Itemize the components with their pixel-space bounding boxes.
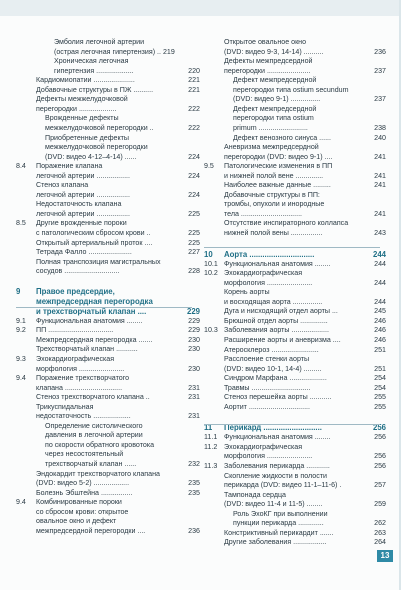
toc-entry — [204, 48, 390, 58]
toc-entry-number: 11 — [204, 423, 213, 433]
toc-entry-title: Функциональная анатомия ........ — [224, 259, 331, 268]
toc-entry-title: Добавочные структуры в ПП: — [224, 190, 320, 199]
toc-entry — [16, 153, 198, 163]
toc-entry — [204, 336, 390, 346]
toc-entry-page: 229 — [188, 316, 200, 325]
toc-entry-title: перикарда (DVD: видео 11-1–11-6) . — [224, 481, 342, 490]
toc-entry-title: морфология ....................... — [224, 278, 313, 287]
toc-entry-title: Тетрада Фалло ...................... — [36, 248, 132, 257]
toc-entry-title: Отсутствие инспираторного коллапса — [224, 219, 349, 228]
toc-entry-page: 256 — [374, 433, 386, 442]
toc-entry — [16, 114, 198, 124]
toc-entry-page: 221 — [188, 76, 200, 85]
toc-entry-page: 222 — [188, 104, 200, 113]
toc-entry-title: Синдром Марфана ................... — [224, 374, 327, 383]
toc-entry-title: Стеноз перешейка аорты ........... — [224, 393, 332, 402]
toc-entry-page: 259 — [374, 500, 386, 509]
toc-entry-number: 11.3 — [204, 462, 218, 470]
toc-entry — [16, 412, 198, 422]
toc-entry-page: 225 — [188, 238, 200, 247]
toc-entry-page: 220 — [188, 66, 200, 75]
toc-entry — [204, 269, 390, 279]
toc-entry — [204, 210, 390, 220]
toc-entry-title: Эхокардиографическая — [224, 442, 303, 451]
toc-entry — [204, 143, 390, 153]
toc-entry — [204, 298, 390, 308]
toc-entry-page: 241 — [374, 209, 386, 218]
toc-entry — [16, 431, 198, 441]
toc-entry-page: 257 — [374, 481, 386, 490]
toc-entry-title: (DVD: видео 9-3, 14-14) .......... — [224, 47, 324, 56]
toc-entry-page: 241 — [374, 181, 386, 190]
toc-entry-page: 235 — [188, 488, 200, 497]
toc-entry-number: 9.4 — [16, 498, 26, 507]
toc-entry-title: (DVD: видео 10-1, 14-4) ......... — [224, 364, 322, 373]
toc-entry — [204, 326, 390, 336]
toc-entry — [204, 279, 390, 289]
toc-entry-title: (DVD: видео 11-4 и 11-5) ........ — [224, 500, 323, 509]
toc-entry-page: 254 — [374, 374, 386, 383]
toc-entry-title: (DVD: видео 9-1) ............... — [233, 95, 321, 104]
toc-entry-page: 255 — [374, 402, 386, 411]
toc-entry-title: тромбы, опухоли и инородные — [224, 200, 325, 209]
toc-entry-number: 8.5 — [16, 219, 26, 228]
toc-entry-title: ПП ................................. — [36, 326, 114, 335]
toc-entry-title: Наиболее важные данные ......... — [224, 181, 331, 190]
toc-entry — [16, 210, 198, 220]
toc-entry-title: Приобретенные дефекты — [45, 133, 130, 142]
toc-entry-title: межжелудочковой перегородки .. — [45, 123, 154, 132]
toc-entry — [204, 191, 390, 201]
toc-entry-page: 236 — [374, 47, 386, 56]
toc-entry-page: 229 — [188, 326, 200, 335]
toc-entry — [16, 38, 198, 48]
toc-entry — [204, 172, 390, 182]
toc-entry-title: Констриктивный перикардит ....... — [224, 528, 334, 537]
toc-entry-title: и нижней полой вене .............. — [224, 171, 324, 180]
toc-entry — [204, 95, 390, 105]
toc-entry — [204, 67, 390, 77]
toc-entry-title: Роль ЭхоКГ при выполнении — [233, 509, 328, 518]
toc-entry — [204, 134, 390, 144]
toc-entry — [204, 288, 390, 298]
toc-entry — [16, 403, 198, 413]
toc-entry-title: перегородки (DVD: видео 9-1) .... — [224, 152, 333, 161]
toc-entry — [204, 481, 390, 491]
toc-entry-title: Открытый артериальный проток .... — [36, 238, 153, 247]
toc-entry-title: Заболевания перикарда ............ — [224, 462, 330, 470]
toc-entry — [204, 229, 390, 239]
toc-entry-title: межпредсердной перегородки .... — [36, 526, 146, 535]
toc-entry-page: 225 — [188, 209, 200, 218]
toc-entry-page: 224 — [188, 152, 200, 161]
toc-entry-page: 251 — [374, 364, 386, 373]
toc-entry-title: Открытое овальное окно — [224, 38, 307, 46]
toc-entry — [204, 153, 390, 163]
toc-entry — [204, 462, 390, 472]
toc-entry-page: 236 — [188, 526, 200, 535]
toc-entry-title: Патологические изменения в ПП — [224, 162, 333, 171]
toc-entry-title: Поражение клапана — [36, 162, 103, 171]
toc-entry-title: Атеросклероз ........................ — [224, 345, 319, 354]
toc-entry-number: 9 — [16, 286, 21, 296]
page-number: 13 — [377, 550, 393, 562]
toc-entry-title: тела ............................... — [224, 209, 303, 218]
toc-entry-title: овальное окно и дефект — [36, 517, 117, 526]
toc-entry-title: перегородки ...................... — [224, 66, 311, 75]
toc-entry-number: 11.2 — [204, 442, 218, 451]
toc-entry-page: 231 — [188, 393, 200, 402]
toc-entry-title: Дефекты межпредсердной — [224, 57, 313, 66]
toc-entry-title: Травмы .............................. — [224, 383, 311, 392]
toc-entry-page: 251 — [374, 345, 386, 354]
toc-entry — [16, 498, 198, 508]
toc-entry — [204, 57, 390, 67]
toc-entry — [16, 239, 198, 249]
toc-entry-title: перегородки ................... — [36, 104, 117, 113]
toc-entry — [204, 384, 390, 394]
toc-entry-page: 246 — [374, 326, 386, 335]
toc-entry — [16, 229, 198, 239]
toc-entry-title: Добавочные структуры в ПЖ .......... — [36, 85, 154, 94]
toc-entry-title: давления в легочной артерии — [45, 431, 143, 440]
toc-entry — [16, 479, 198, 489]
toc-entry-page: 246 — [374, 335, 386, 344]
toc-entry-title: перегородки типа ostium secundum — [233, 85, 349, 94]
toc-entry-title: Корень аорты — [224, 288, 270, 297]
toc-entry-title: Поражение трехстворчатого — [36, 374, 130, 383]
toc-entry-title: (DVD: видео 4-12–4-14) ...... — [45, 152, 137, 161]
toc-entry — [204, 472, 390, 482]
toc-entry-title: пункции перикарда ............. — [233, 519, 324, 528]
toc-entry — [16, 267, 198, 277]
toc-entry-page: 243 — [374, 229, 386, 237]
toc-entry-title: Эмболия легочной артерии — [54, 38, 145, 46]
toc-entry-title: Скопление жидкости в полости — [224, 471, 327, 480]
toc-entry — [16, 134, 198, 144]
toc-entry — [16, 191, 198, 201]
toc-entry — [204, 76, 390, 86]
toc-entry-title: Функциональная анатомия ........ — [36, 316, 143, 325]
toc-entry-number: 9.3 — [16, 354, 26, 363]
toc-entry-title: Другие врожденные пороки — [36, 219, 127, 228]
toc-entry-page: 230 — [188, 364, 200, 373]
toc-entry-title: Эндокардит трехстворчатого клапана — [36, 469, 160, 478]
toc-entry-title: и восходящая аорта ............... — [224, 297, 323, 306]
toc-entry-page: 228 — [188, 267, 200, 276]
toc-entry-page: 256 — [372, 423, 386, 433]
toc-entry — [204, 355, 390, 365]
toc-entry-page: 241 — [374, 152, 386, 161]
toc-entry-page: 256 — [374, 462, 386, 470]
toc-entry — [16, 374, 198, 384]
toc-entry — [16, 326, 198, 336]
chapter-10-divider — [204, 247, 380, 248]
toc-entry — [16, 76, 198, 86]
toc-entry-number: 9.2 — [16, 326, 26, 335]
toc-entry — [204, 433, 390, 443]
toc-entry-page: 224 — [188, 171, 200, 180]
toc-entry-title: Заболевания аорты ................... — [224, 326, 329, 335]
toc-entry — [204, 393, 390, 403]
toc-entry — [16, 105, 198, 115]
toc-entry — [16, 384, 198, 394]
toc-entry — [16, 336, 198, 346]
toc-entry-page: 240 — [374, 133, 386, 142]
toc-entry-title: Эхокардиографическая — [224, 269, 303, 278]
toc-entry — [204, 114, 390, 124]
toc-entry-page: 256 — [374, 452, 386, 461]
toc-entry-page: 232 — [188, 460, 200, 468]
toc-entry-title: морфология ....................... — [36, 364, 125, 373]
toc-entry-number: 10.3 — [204, 326, 218, 335]
toc-entry-title: со сбросом крови: открытое — [36, 507, 129, 516]
toc-entry — [16, 57, 198, 67]
toc-entry-title: Определение систолического — [45, 421, 143, 430]
toc-entry — [16, 470, 198, 480]
toc-entry — [204, 452, 390, 462]
toc-entry-page: 221 — [188, 85, 200, 94]
toc-entry-number: 11.1 — [204, 433, 218, 442]
toc-entry-title: Правое предсердие, — [36, 286, 115, 296]
toc-entry — [16, 489, 198, 499]
toc-entry-title: через несостоятельный — [45, 450, 124, 459]
toc-entry-page: 246 — [374, 316, 386, 325]
toc-entry-title: недостаточность ................... — [36, 412, 131, 421]
toc-entry — [204, 500, 390, 510]
toc-entry — [16, 527, 198, 537]
toc-entry-page: 235 — [188, 479, 200, 488]
toc-entry-title: Дефект межпредсердной — [233, 76, 317, 85]
toc-entry — [204, 317, 390, 327]
toc-entry-title: легочной артерии ................. — [36, 209, 130, 218]
toc-entry-title: (DVD: видео 5-2) .................. — [36, 479, 130, 488]
toc-entry — [204, 200, 390, 210]
toc-entry — [204, 307, 390, 317]
toc-entry-title: Хроническая легочная — [54, 57, 129, 66]
toc-entry — [16, 258, 198, 268]
toc-entry-page: 237 — [374, 95, 386, 104]
toc-entry-title: Тампонада сердца — [224, 490, 286, 499]
toc-entry-title: легочной артерии ................. — [36, 190, 130, 199]
toc-entry-title: клапана ............................. — [36, 383, 123, 392]
toc-entry-number: 9.4 — [16, 374, 26, 383]
toc-entry — [16, 219, 198, 229]
toc-entry — [204, 374, 390, 384]
toc-entry — [16, 422, 198, 432]
toc-entry-page: 255 — [374, 393, 386, 402]
toc-entry — [204, 365, 390, 375]
toc-entry — [16, 67, 198, 77]
toc-entry-title: Аортит ............................... — [224, 402, 310, 411]
toc-entry-page: 227 — [188, 248, 200, 257]
toc-entry-title: primum ......................... — [233, 123, 308, 132]
toc-entry — [204, 491, 390, 501]
toc-entry-title: межжелудочковой перегородки — [45, 143, 148, 152]
toc-entry — [204, 162, 390, 172]
toc-entry — [16, 172, 198, 182]
toc-entry-title: гипертензия ................... — [54, 66, 134, 75]
toc-entry — [16, 181, 198, 191]
toc-entry — [16, 317, 198, 327]
toc-entry-title: морфология ....................... — [224, 452, 313, 461]
toc-entry-page: 231 — [188, 412, 200, 421]
toc-entry — [16, 143, 198, 153]
toc-entry — [16, 200, 198, 210]
toc-entry-page: 222 — [188, 123, 200, 132]
toc-entry-page: 244 — [374, 278, 386, 287]
toc-entry — [16, 460, 198, 470]
toc-entry-page: 230 — [188, 335, 200, 344]
toc-entry-title: Дефекты межжелудочковой — [36, 95, 128, 104]
toc-entry-number: 10.1 — [204, 259, 218, 268]
toc-entry — [16, 345, 198, 355]
toc-entry-title: Расслоение стенки аорты — [224, 355, 310, 364]
toc-entry — [16, 517, 198, 527]
toc-entry-page: 230 — [188, 345, 200, 354]
toc-entry-title: трехстворчатый клапан ...... — [45, 460, 137, 468]
top-strip — [0, 0, 401, 16]
toc-entry-page: 229 — [186, 306, 200, 316]
toc-entry-title: Стеноз трехстворчатого клапана .. — [36, 393, 150, 402]
toc-entry-page: 264 — [374, 538, 386, 547]
toc-entry — [16, 508, 198, 518]
toc-entry — [16, 355, 198, 365]
toc-entry-title: Недостаточность клапана — [36, 200, 122, 209]
toc-entry-title: Трикуспидальная — [36, 402, 94, 411]
toc-entry — [204, 38, 390, 48]
toc-entry — [16, 95, 198, 105]
toc-entry-title: Полная транспозиция магистральных — [36, 257, 161, 266]
toc-chapter-heading — [16, 307, 198, 317]
toc-entry-title: Трехстворчатый клапан ........... — [36, 345, 138, 354]
toc-entry-page: 262 — [374, 519, 386, 528]
toc-entry-page: 254 — [374, 383, 386, 392]
toc-entry-page: 241 — [374, 171, 386, 180]
toc-entry-title: Брюшной отдел аорты .............. — [224, 316, 328, 325]
toc-entry-title: легочной артерии ................. — [36, 171, 130, 180]
toc-entry-title: Межпредсердная перегородка ....... — [36, 335, 153, 344]
toc-entry — [204, 346, 390, 356]
toc-entry-page: 231 — [188, 383, 200, 392]
toc-entry — [204, 219, 390, 229]
toc-entry — [16, 248, 198, 258]
toc-entry-title: перегородки типа ostium — [233, 114, 314, 123]
chapter-11-divider — [204, 424, 380, 425]
toc-entry-page: 244 — [374, 259, 386, 268]
toc-entry — [204, 443, 390, 453]
toc-entry — [204, 105, 390, 115]
toc-entry-number: 10.2 — [204, 269, 218, 278]
toc-entry-title: Врожденные дефекты — [45, 114, 119, 123]
toc-entry-title: Болезнь Эбштейна ................ — [36, 488, 133, 497]
toc-entry-title: с патологическим сбросом крови .. — [36, 229, 151, 237]
toc-entry-title: сосудов ............................ — [36, 267, 120, 276]
toc-entry — [16, 86, 198, 96]
toc-entry-page: 225 — [188, 229, 200, 237]
toc-entry-title: Расширение аорты и аневризма .... — [224, 335, 341, 344]
toc-entry-title: нижней полой вены ................ — [224, 229, 323, 237]
toc-entry-title: Перикард ........................... — [224, 423, 322, 433]
toc-entry — [16, 450, 198, 460]
toc-entry — [16, 124, 198, 134]
toc-entry-title: Дуга и нисходящий отдел аорты ... — [224, 307, 338, 316]
toc-entry — [204, 124, 390, 134]
toc-chapter-heading — [204, 250, 390, 260]
toc-entry-page: 263 — [374, 528, 386, 537]
toc-entry-title: Дефект межпредсердной — [233, 104, 317, 113]
toc-entry — [204, 529, 390, 539]
toc-entry-title: Эхокардиографическая — [36, 354, 115, 363]
toc-chapter-heading — [16, 287, 198, 297]
toc-entry-number: 9.1 — [16, 316, 26, 325]
toc-entry-number: 9.5 — [204, 162, 214, 171]
toc-entry-page: 238 — [374, 123, 386, 132]
toc-entry-title: по скорости обратного кровотока — [45, 440, 155, 449]
toc-entry-page: 224 — [188, 190, 200, 199]
toc-entry — [204, 403, 390, 413]
toc-entry-number: 10 — [204, 249, 213, 259]
toc-entry-title: (острая легочная гипертензия) .. 219 — [54, 47, 175, 56]
toc-entry — [204, 519, 390, 529]
toc-entry-title: и трехстворчатый клапан .... — [36, 306, 147, 316]
toc-entry-title: Комбинированные пороки — [36, 498, 122, 507]
toc-entry-page: 244 — [374, 297, 386, 306]
chapter-9-divider — [16, 307, 192, 308]
toc-entry-title: Другие заболевания ................. — [224, 538, 327, 547]
toc-entry — [16, 441, 198, 451]
toc-entry — [204, 510, 390, 520]
toc-entry — [16, 162, 198, 172]
toc-entry — [204, 538, 390, 548]
toc-entry — [204, 260, 390, 270]
toc-entry-title: межпредсердная перегородка — [36, 296, 153, 306]
toc-entry-page: 237 — [374, 66, 386, 75]
toc-chapter-heading — [16, 297, 198, 307]
toc-entry — [204, 181, 390, 191]
toc-entry-title: Аорта .............................. — [224, 249, 315, 259]
toc-entry — [16, 365, 198, 375]
toc-entry-number: 8.4 — [16, 162, 26, 171]
toc-entry — [204, 86, 390, 96]
toc-entry-title: Функциональная анатомия ........ — [224, 433, 331, 442]
toc-entry-page: 244 — [372, 249, 386, 259]
toc-entry — [16, 393, 198, 403]
toc-entry-title: Дефект венозного синуса ...... — [233, 133, 331, 142]
toc-entry-title: Стеноз клапана — [36, 181, 89, 190]
toc-entry-title: Кардиомиопатии ..................... — [36, 76, 135, 85]
toc-entry-title: Аневризма межпредсердной — [224, 143, 319, 152]
toc-entry-page: 245 — [374, 307, 386, 316]
toc-entry — [16, 48, 198, 58]
